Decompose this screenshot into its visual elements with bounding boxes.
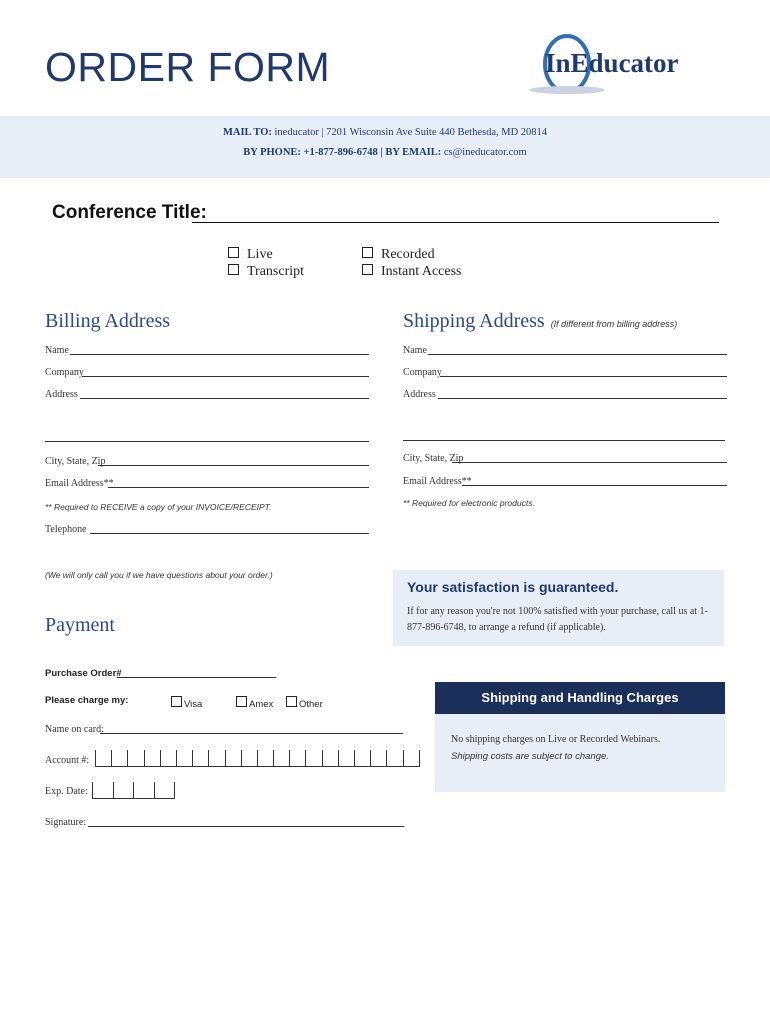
page-title: ORDER FORM <box>45 44 331 90</box>
conference-title-field[interactable] <box>192 222 719 223</box>
shipping-address-label: Address <box>403 389 436 400</box>
option-instant-access[interactable] <box>362 264 461 280</box>
shipping-heading-note: (If different from billing address) <box>550 319 678 329</box>
mail-row <box>0 127 770 138</box>
shipping-city-field[interactable] <box>452 462 727 463</box>
mail-label: MAIL TO: <box>222 127 272 138</box>
checkbox-icon[interactable] <box>171 696 182 707</box>
shipping-address-field[interactable] <box>438 398 727 399</box>
shipping-name-label: Name <box>403 345 427 356</box>
billing-company-field[interactable] <box>82 376 369 377</box>
billing-company-label: Company <box>45 367 84 378</box>
charge-label: Please charge my: <box>45 695 129 706</box>
checkbox-icon[interactable] <box>228 264 239 275</box>
option-live[interactable] <box>228 247 273 263</box>
purchase-order-label: Purchase Order# <box>45 668 122 679</box>
shipping-heading-text: Shipping Address <box>403 310 545 332</box>
billing-address-label: Address <box>45 389 78 400</box>
checkbox-icon[interactable] <box>362 247 373 258</box>
billing-address-field[interactable] <box>80 398 369 399</box>
checkbox-icon[interactable] <box>286 696 297 707</box>
signature-field[interactable] <box>88 826 404 827</box>
phone-label: BY PHONE: +1-877-896-6748 <box>243 147 378 158</box>
checkbox-icon[interactable] <box>228 247 239 258</box>
card-label: Visa <box>184 699 203 710</box>
signature-label: Signature: <box>45 817 87 828</box>
billing-heading: Billing Address <box>45 310 171 332</box>
billing-address-field-2[interactable] <box>45 441 369 442</box>
email-address: cs@ineducator.com <box>441 147 527 158</box>
exp-date-label: Exp. Date: <box>45 786 88 797</box>
shipping-name-field[interactable] <box>428 354 727 355</box>
logo-text: InEducator <box>545 48 679 78</box>
option-transcript[interactable] <box>228 264 304 280</box>
option-label: Instant Access <box>381 264 462 279</box>
option-recorded[interactable] <box>362 247 435 263</box>
billing-city-label: City, State, Zip <box>45 456 106 467</box>
telephone-field[interactable] <box>90 533 369 534</box>
billing-city-field[interactable] <box>98 465 369 466</box>
name-on-card-label: Name on card: <box>45 724 104 735</box>
billing-name-label: Name <box>45 345 69 356</box>
satisfaction-body: If for any reason you're not 100% satisfied with your purchase, call us at 1-877-896-6748, to arrange a refund (if applicable). <box>407 606 708 633</box>
billing-email-note: ** Required to RECEIVE a copy of your INVOICE/RECEIPT. <box>45 502 272 512</box>
purchase-order-field[interactable] <box>117 677 276 678</box>
payment-heading: Payment <box>45 614 115 636</box>
contact-row <box>0 147 770 158</box>
option-label: Recorded <box>381 247 435 262</box>
mail-address: ineducator | 7201 Wisconsin Ave Suite 440 Bethesda, MD 20814 <box>271 127 548 138</box>
shipping-address-field-2[interactable] <box>403 440 725 441</box>
shipping-email-field[interactable] <box>462 485 727 486</box>
card-visa[interactable] <box>171 696 202 710</box>
option-label: Live <box>247 247 273 262</box>
contact-banner <box>0 116 770 178</box>
satisfaction-title: Your satisfaction is guaranteed. <box>407 579 619 595</box>
telephone-label: Telephone <box>45 524 87 535</box>
name-on-card-field[interactable] <box>100 733 403 734</box>
card-label: Other <box>299 699 323 710</box>
email-label: BY EMAIL: <box>385 147 442 158</box>
card-amex[interactable] <box>236 696 273 710</box>
shipping-city-label: City, State, Zip <box>403 453 464 464</box>
shipping-charges-line1: No shipping charges on Live or Recorded Webinars. <box>451 734 661 745</box>
exp-date-field[interactable] <box>92 782 175 799</box>
separator: | <box>377 147 386 158</box>
checkbox-icon[interactable] <box>236 696 247 707</box>
satisfaction-box <box>393 570 724 646</box>
card-label: Amex <box>249 699 274 710</box>
account-label: Account #: <box>45 755 90 766</box>
conference-title-label: Conference Title: <box>52 202 207 223</box>
shipping-heading <box>403 310 677 333</box>
billing-email-field[interactable] <box>108 487 369 488</box>
shipping-company-field[interactable] <box>440 376 727 377</box>
billing-email-label: Email Address** <box>45 478 114 489</box>
shipping-charges-line2: Shipping costs are subject to change. <box>451 751 609 762</box>
telephone-note: (We will only call you if we have questions about your order.) <box>45 570 273 580</box>
shipping-email-note: ** Required for electronic products. <box>403 498 535 508</box>
checkbox-icon[interactable] <box>362 264 373 275</box>
shipping-company-label: Company <box>403 367 442 378</box>
account-number-field[interactable] <box>95 750 420 767</box>
company-logo <box>527 30 727 96</box>
shipping-charges-box <box>435 714 725 792</box>
option-label: Transcript <box>247 264 305 279</box>
shipping-charges-heading: Shipping and Handling Charges <box>435 682 725 714</box>
shipping-email-label: Email Address** <box>403 476 472 487</box>
billing-name-field[interactable] <box>70 354 369 355</box>
card-other[interactable] <box>286 696 323 710</box>
